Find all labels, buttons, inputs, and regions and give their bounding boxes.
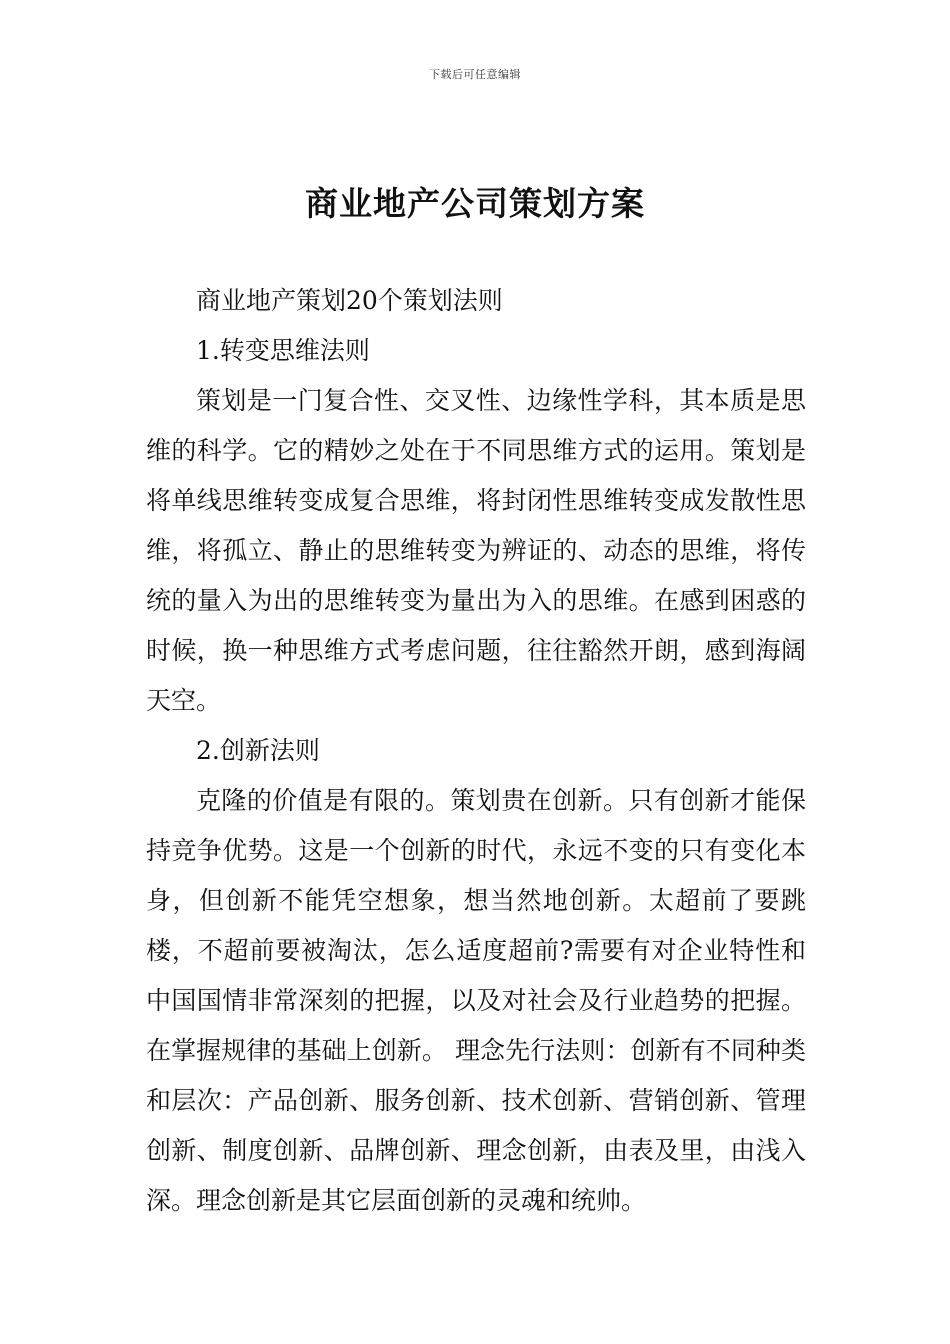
header-note: 下载后可任意编辑 — [429, 68, 521, 81]
document-title: 商业地产公司策划方案 — [305, 184, 645, 223]
paragraph-heading-2: 2.创新法则 — [196, 736, 320, 765]
document-body — [146, 276, 806, 1226]
paragraph-heading-1: 1.转变思维法则 — [196, 336, 370, 365]
paragraph-subtitle: 商业地产策划20个策划法则 — [196, 286, 503, 315]
paragraph-body-2: 克隆的价值是有限的。策划贵在创新。只有创新才能保持竞争优势。这是一个创新的时代，永远不变的只有变化本身，但创新不能凭空想象，想当然地创新。太超前了要跳楼，不超前要被淘汰，怎么适度超前?需要有对企业特性和中国国情非常深刻的把握，以及对社会及行业趋势的把握。在掌握规律的基础上创新。 理念先行法则：创新有不同种类和层次：产品创新、服务创新、技术创新、营销创新、管理创新、制度创新、品牌创新、理念创新，由表及里，由浅入深。理念创新是其它层面创新的灵魂和统帅。 — [146, 786, 806, 1215]
paragraph-body-1: 策划是一门复合性、交叉性、边缘性学科，其本质是思维的科学。它的精妙之处在于不同思维方式的运用。策划是将单线思维转变成复合思维，将封闭性思维转变成发散性思维，将孤立、静止的思维转变为辨证的、动态的思维，将传统的量入为出的思维转变为量出为入的思维。在感到困惑的时候，换一种思维方式考虑问题，往往豁然开朗，感到海阔天空。 — [146, 386, 806, 715]
